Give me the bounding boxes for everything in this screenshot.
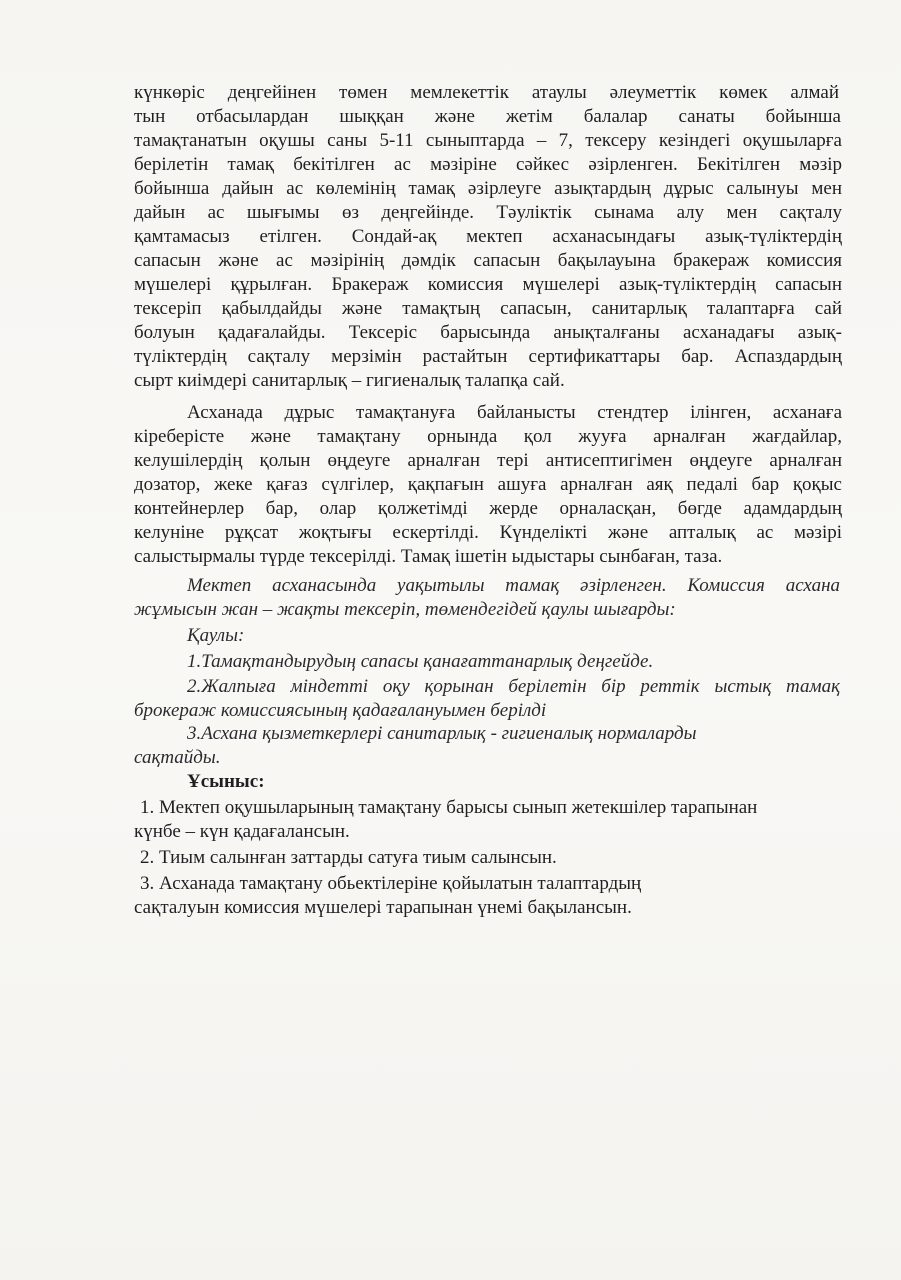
paragraph-1-line: дайын ас шығымы өз деңгейінде. Тәуліктік сынама алу мен сақталу: [134, 202, 842, 223]
paragraph-2-line: Асханада дұрыс тамақтануға байланысты стендтер ілінген, асханаға: [187, 402, 842, 423]
paragraph-1-line: түліктердің сақталу мерзімін растайтын сертификаттары бар. Аспаздардың: [134, 346, 842, 367]
paragraph-2-line: кіреберісте және тамақтану орнында қол жууға арналған жағдайлар,: [134, 426, 842, 447]
recommendation-item: күнбе – күн қадағалансын.: [134, 821, 350, 842]
resolution-item: брокераж комиссиясының қадағалануымен берілді: [134, 700, 547, 721]
resolution-heading: Қаулы:: [187, 625, 245, 646]
paragraph-1-line: тамақтанатын оқушы саны 5-11 сыныптарда – 7, тексеру кезіндегі оқушыларға: [134, 130, 842, 151]
recommendation-item: 3. Асханада тамақтану обьектілеріне қойылатын талаптардың: [140, 873, 642, 894]
paragraph-1-line: сапасын және ас мәзірінің дәмдік сапасын бақылауына бракераж комиссия: [134, 250, 842, 271]
recommendation-item: сақталуын комиссия мүшелері тарапынан үнемі бақылансын.: [134, 897, 632, 918]
paragraph-2-line: келушілердің қолын өңдеуге арналған тері антисептигімен өңдеуге арналған: [134, 450, 842, 471]
paragraph-1-line: сырт киімдері санитарлық – гигиеналық талапқа сай.: [134, 370, 565, 391]
paragraph-2-line: келуніне рұқсат жоқтығы ескертілді. Күнделікті және апталық ас мәзірі: [134, 522, 842, 543]
paragraph-1-line: қамтамасыз етілген. Сондай-ақ мектеп асханасындағы азық-түліктердің: [134, 226, 842, 247]
paragraph-2-line: салыстырмалы түрде тексерілді. Тамақ ішетін ыдыстары сынбаған, таза.: [134, 546, 723, 567]
recommendations-heading: Ұсыныс:: [187, 771, 265, 792]
paragraph-1-line: тексеріп қабылдайды және тамақтың сапасын, санитарлық талаптарға сай: [134, 298, 842, 319]
paragraph-1-line: тын отбасылардан шыққан және жетім балалар санаты бойынша: [134, 106, 841, 127]
paragraph-1-line: бойынша дайын ас көлемінің тамақ әзірлеуге азықтардың дұрыс салынуы мен: [134, 178, 842, 199]
conclusion-line: Мектеп асханасында уақытылы тамақ әзірленген. Комиссия асхана: [187, 575, 840, 596]
paragraph-1-line: берілетін тамақ бекітілген ас мәзіріне сәйкес әзірленген. Бекітілген мәзір: [134, 154, 842, 175]
resolution-item: 3.Асхана қызметкерлері санитарлық - гигиеналық нормаларды: [187, 723, 697, 744]
paragraph-2-line: дозатор, жеке қағаз сүлгілер, қақпағын ашуға арналған аяқ педалі бар қоқыс: [134, 474, 842, 495]
paragraph-1-line: күнкөріс деңгейінен төмен мемлекеттік атаулы әлеуметтік көмек алмай: [134, 82, 839, 103]
conclusion-line: жұмысын жан – жақты тексеріп, төмендегідей қаулы шығарды:: [134, 599, 676, 620]
paragraph-2-line: контейнерлер бар, олар қолжетімді жерде орналасқан, бөгде адамдардың: [134, 498, 842, 519]
resolution-item: сақтайды.: [134, 747, 221, 768]
paragraph-1-line: мүшелері құрылған. Бракераж комиссия мүшелері азық-түліктердің сапасын: [134, 274, 842, 295]
resolution-item: 1.Тамақтандырудың сапасы қанағаттанарлық деңгейде.: [187, 651, 654, 672]
resolution-item: 2.Жалпыға міндетті оқу қорынан берілетін бір реттік ыстық тамақ: [187, 676, 840, 697]
recommendation-item: 1. Мектеп оқушыларының тамақтану барысы сынып жетекшілер тарапынан: [140, 797, 758, 818]
paragraph-1-line: болуын қадағалайды. Тексеріс барысында анықталғаны асханадағы азық-: [134, 322, 842, 343]
recommendation-item: 2. Тиым салынған заттарды сатуға тиым салынсын.: [140, 847, 557, 868]
